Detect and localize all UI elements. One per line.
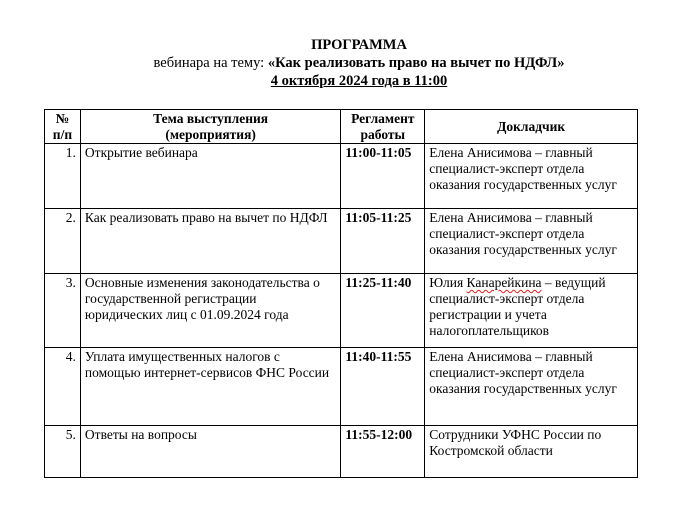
- row-time: 11:55-12:00: [341, 426, 425, 478]
- row-speaker: Юлия Канарейкина – ведущий специалист-эксперт отдела регистрации и учета налогоплательщиков: [425, 274, 638, 348]
- program-table: [44, 109, 638, 478]
- webinar-subtitle: [0, 54, 682, 72]
- row-number: 3.: [45, 274, 81, 348]
- subtitle-prefix: вебинара на тему:: [153, 55, 268, 71]
- document-title: ПРОГРАММА: [311, 37, 407, 53]
- row-speaker: Сотрудники УФНС России по Костромской области: [425, 426, 638, 478]
- row-topic: Уплата имущественных налогов с помощью интернет-сервисов ФНС России: [80, 348, 340, 426]
- row-time: 11:25-11:40: [341, 274, 425, 348]
- row-number: 5.: [45, 426, 81, 478]
- row-time: 11:00-11:05: [341, 144, 425, 209]
- row-topic: Открытие вебинара: [80, 144, 340, 209]
- table-row: [45, 209, 638, 274]
- header-speaker: Докладчик: [425, 110, 638, 144]
- header-num: № п/п: [45, 110, 81, 144]
- table-row: [45, 426, 638, 478]
- row-topic: Ответы на вопросы: [80, 426, 340, 478]
- row-topic: Основные изменения законодательства о государственной регистрации юридических лиц с 01.09.2024 года: [80, 274, 340, 348]
- document-header: [0, 36, 682, 90]
- row-topic: Как реализовать право на вычет по НДФЛ: [80, 209, 340, 274]
- table-row: [45, 348, 638, 426]
- table-row: [45, 144, 638, 209]
- row-number: 1.: [45, 144, 81, 209]
- row-time: 11:05-11:25: [341, 209, 425, 274]
- table-header-row: [45, 110, 638, 144]
- row-speaker: Елена Анисимова – главный специалист-эксперт отдела оказания государственных услуг: [425, 144, 638, 209]
- row-time: 11:40-11:55: [341, 348, 425, 426]
- table-row: [45, 274, 638, 348]
- webinar-date: 4 октября 2024 года в 11:00: [270, 73, 448, 89]
- header-time: Регламент работы: [341, 110, 425, 144]
- row-number: 4.: [45, 348, 81, 426]
- row-number: 2.: [45, 209, 81, 274]
- header-topic: Тема выступления (мероприятия): [80, 110, 340, 144]
- spellcheck-marked-word: Канарейкина: [466, 275, 542, 290]
- row-speaker: Елена Анисимова – главный специалист-эксперт отдела оказания государственных услуг: [425, 348, 638, 426]
- row-speaker: Елена Анисимова – главный специалист-эксперт отдела оказания государственных услуг: [425, 209, 638, 274]
- webinar-topic: «Как реализовать право на вычет по НДФЛ»: [267, 55, 565, 71]
